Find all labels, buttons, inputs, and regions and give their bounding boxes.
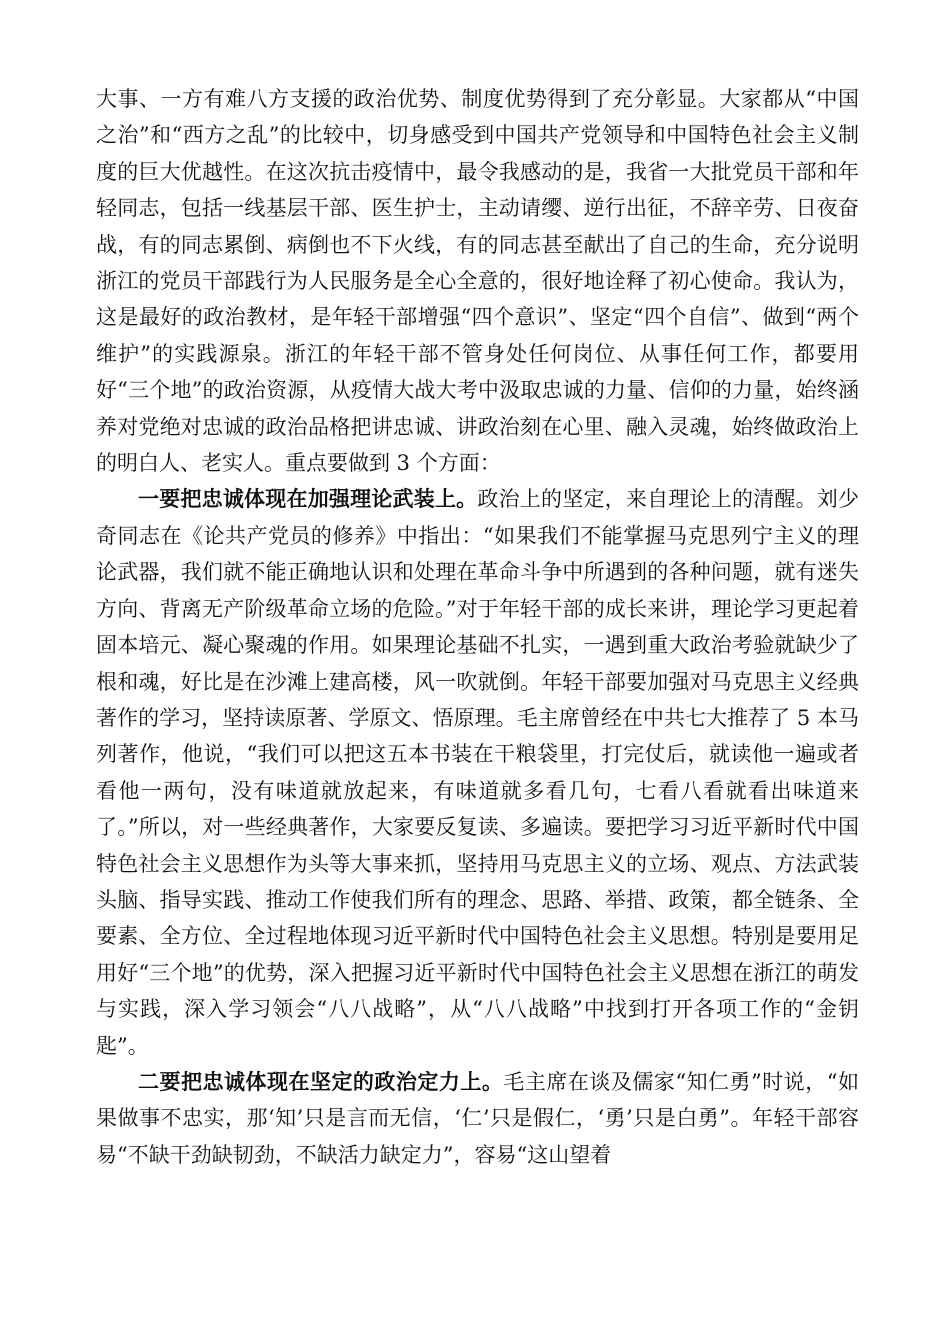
- paragraph-intro: [96, 81, 859, 481]
- document-body: [96, 81, 859, 1173]
- paragraph-political-focus-heading: 二要把忠诚体现在坚定的政治定力上。: [138, 1069, 504, 1094]
- paragraph-political-focus-text: 毛主席在谈及儒家“知仁勇”时说，“如果做事不忠实，那‘知’只是言而无信，‘仁’只是假仁，‘勇’只是白勇”。年轻干部容易“不缺干劲缺韧劲，不缺活力缺定力”，容易“这山望着: [96, 1069, 859, 1167]
- paragraph-political-focus: [96, 1064, 859, 1173]
- paragraph-theory-text: 政治上的坚定，来自理论上的清醒。刘少奇同志在《论共产党员的修养》中指出：“如果我们不能掌握马克思列宁主义的理论武器，我们就不能正确地认识和处理在革命斗争中所遇到的各种问题，就有迷失方向、背离无产阶级革命立场的危险。”对于年轻干部的成长来讲，理论学习更起着固本培元、凝心聚魂的作用。如果理论基础不扎实，一遇到重大政治考验就缺少了根和魂，好比是在沙滩上建高楼，风一吹就倒。年轻干部要加强对马克思主义经典著作的学习，坚持读原著、学原文、悟原理。毛主席曾经在中共七大推荐了 5 本马列著作，他说，“我们可以把这五本书装在干粮袋里，打完仗后，就读他一遍或者看他一两句，没有味道就放起来，有味道就多看几句，七看八看就看出味道来了。”所以，对一些经典著作，大家要反复读、多遍读。要把学习习近平新时代中国特色社会主义思想作为头等大事来抓，坚持用马克思主义的立场、观点、方法武装头脑、指导实践、推动工作使我们所有的理念、思路、举措、政策，都全链条、全要素、全方位、全过程地体现习近平新时代中国特色社会主义思想。特别是要用足用好“三个地”的优势，深入把握习近平新时代中国特色社会主义思想在浙江的萌发与实践，深入学习领会“八八战略”，从“八八战略”中找到打开各项工作的“金钥匙”。: [96, 487, 860, 1058]
- paragraph-theory: [96, 481, 859, 1064]
- paragraph-theory-heading: 一要把忠诚体现在加强理论武装上。: [138, 487, 478, 512]
- paragraph-intro-text: 大事、一方有难八方支援的政治优势、制度优势得到了充分彰显。大家都从“中国之治”和“西方之乱”的比较中，切身感受到中国共产党领导和中国特色社会主义制度的巨大优越性。在这次抗击疫情中，最令我感动的是，我省一大批党员干部和年轻同志，包括一线基层干部、医生护士，主动请缨、逆行出征，不辞辛劳、日夜奋战，有的同志累倒、病倒也不下火线，有的同志甚至献出了自己的生命，充分说明浙江的党员干部践行为人民服务是全心全意的，很好地诠释了初心使命。我认为，这是最好的政治教材，是年轻干部增强“四个意识”、坚定“四个自信”、做到“两个维护”的实践源泉。浙江的年轻干部不管身处任何岗位、从事任何工作，都要用好“三个地”的政治资源，从疫情大战大考中汲取忠诚的力量、信仰的力量，始终涵养对党绝对忠诚的政治品格把讲忠诚、讲政治刻在心里、融入灵魂，始终做政治上的明白人、老实人。重点要做到 3 个方面：: [96, 87, 859, 476]
